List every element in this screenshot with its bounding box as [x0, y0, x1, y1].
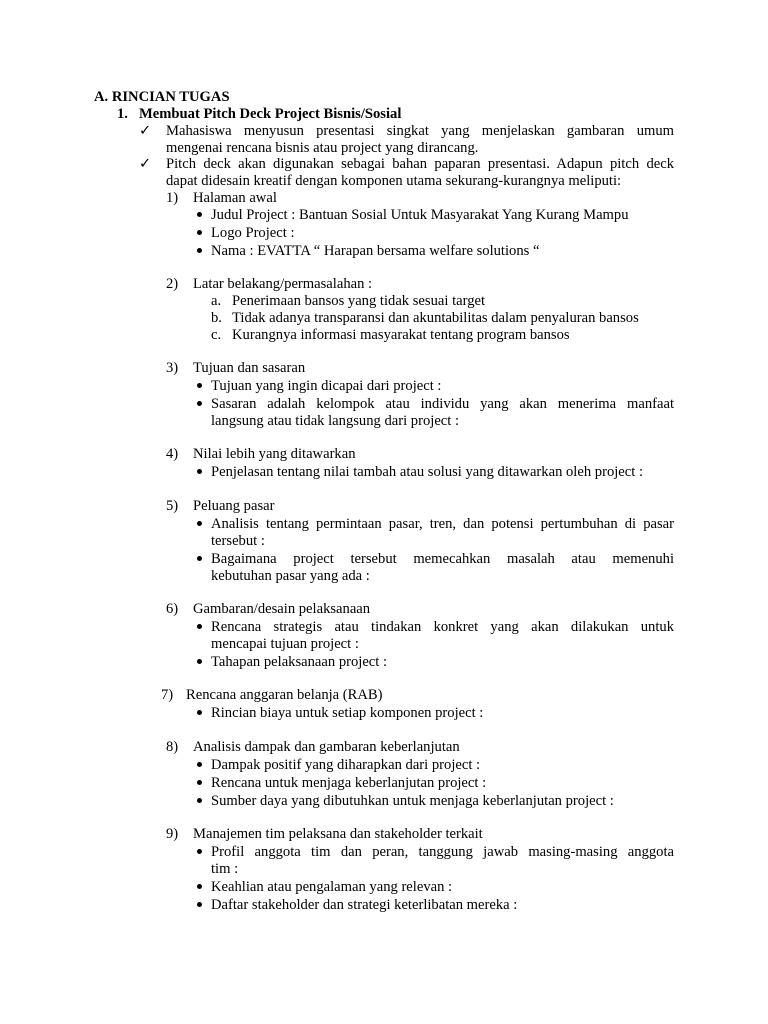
bullet-icon	[197, 212, 202, 217]
list-item: Daftar stakeholder dan strategi keterlibatan mereka :	[211, 897, 518, 913]
list-item: Keahlian atau pengalaman yang relevan :	[211, 879, 453, 895]
list-item: Rincian biaya untuk setiap komponen project :	[211, 705, 484, 721]
bullet-icon	[197, 710, 202, 715]
list-item-line2: mencapai tujuan project :	[211, 636, 359, 652]
section-number: 2)	[166, 276, 179, 292]
bullet-icon	[197, 383, 202, 388]
list-item-line2: langsung atau tidak langsung dari project :	[211, 413, 460, 429]
section-number: 7)	[161, 687, 174, 703]
section-heading: A. RINCIAN TUGAS	[94, 89, 230, 105]
list-item: Tahapan pelaksanaan project :	[211, 654, 388, 670]
list-marker: a.	[211, 293, 222, 309]
bullet-icon	[197, 884, 202, 889]
section-number: 4)	[166, 446, 179, 462]
list-item: Sumber daya yang dibutuhkan untuk menjaga keberlanjutan project :	[211, 793, 614, 809]
bullet-icon	[197, 659, 202, 664]
list-item: Kurangnya informasi masyarakat tentang program bansos	[232, 327, 570, 343]
section-title: Latar belakang/permasalahan :	[193, 276, 373, 292]
section-title: Rencana anggaran belanja (RAB)	[186, 687, 383, 703]
check-item-1-line1: Mahasiswa menyusun presentasi singkat yang menjelaskan gambaran umum	[166, 123, 674, 139]
list-item-line1: Bagaimana project tersebut memecahkan masalah atau memenuhi	[211, 551, 674, 567]
bullet-icon	[197, 521, 202, 526]
list-item-line1: Analisis tentang permintaan pasar, tren, dan potensi pertumbuhan di pasar	[211, 516, 674, 532]
section-title: Halaman awal	[193, 190, 277, 206]
list-item-line1: Sasaran adalah kelompok atau individu yang akan menerima manfaat	[211, 396, 674, 412]
section-number: 6)	[166, 601, 179, 617]
list-item: Tujuan yang ingin dicapai dari project :	[211, 378, 442, 394]
check-mark-icon: ✓	[139, 156, 152, 172]
section-number: 8)	[166, 739, 179, 755]
section-number: 3)	[166, 360, 179, 376]
list-item: Nama : EVATTA “ Harapan bersama welfare solutions “	[211, 243, 540, 259]
bullet-icon	[197, 230, 202, 235]
list-marker: b.	[211, 310, 222, 326]
bullet-icon	[197, 849, 202, 854]
check-item-2-line1: Pitch deck akan digunakan sebagai bahan paparan presentasi. Adapun pitch deck	[166, 156, 674, 172]
list-item-line1: Profil anggota tim dan peran, tanggung jawab masing-masing anggota	[211, 844, 674, 860]
list-item-line2: tersebut :	[211, 533, 265, 549]
section-title: Tujuan dan sasaran	[193, 360, 306, 376]
list-item: Logo Project :	[211, 225, 295, 241]
task-number: 1.	[117, 106, 128, 122]
bullet-icon	[197, 469, 202, 474]
section-number: 5)	[166, 498, 179, 514]
list-item: Penjelasan tentang nilai tambah atau solusi yang ditawarkan oleh project :	[211, 464, 644, 480]
section-title: Analisis dampak dan gambaran keberlanjutan	[193, 739, 460, 755]
bullet-icon	[197, 780, 202, 785]
bullet-icon	[197, 624, 202, 629]
list-item: Dampak positif yang diharapkan dari project :	[211, 757, 481, 773]
check-item-1-line2: mengenai rencana bisnis atau project yang dirancang.	[166, 140, 479, 156]
section-title: Peluang pasar	[193, 498, 275, 514]
section-number: 1)	[166, 190, 179, 206]
check-item-2-line2: dapat didesain kreatif dengan komponen utama sekurang-kurangnya meliputi:	[166, 173, 622, 189]
list-marker: c.	[211, 327, 222, 343]
task-title: Membuat Pitch Deck Project Bisnis/Sosial	[139, 106, 402, 122]
list-item: Tidak adanya transparansi dan akuntabilitas dalam penyaluran bansos	[232, 310, 639, 326]
bullet-icon	[197, 556, 202, 561]
bullet-icon	[197, 248, 202, 253]
list-item-line1: Rencana strategis atau tindakan konkret yang akan dilakukan untuk	[211, 619, 674, 635]
section-number: 9)	[166, 826, 179, 842]
list-item: Rencana untuk menjaga keberlanjutan project :	[211, 775, 487, 791]
list-item: Judul Project : Bantuan Sosial Untuk Masyarakat Yang Kurang Mampu	[211, 207, 629, 223]
list-item: Penerimaan bansos yang tidak sesuai target	[232, 293, 486, 309]
section-title: Manajemen tim pelaksana dan stakeholder terkait	[193, 826, 483, 842]
bullet-icon	[197, 798, 202, 803]
bullet-icon	[197, 902, 202, 907]
section-title: Nilai lebih yang ditawarkan	[193, 446, 356, 462]
bullet-icon	[197, 401, 202, 406]
list-item-line2: kebutuhan pasar yang ada :	[211, 568, 370, 584]
bullet-icon	[197, 762, 202, 767]
section-title: Gambaran/desain pelaksanaan	[193, 601, 371, 617]
check-mark-icon: ✓	[139, 123, 152, 139]
list-item-line2: tim :	[211, 861, 239, 877]
